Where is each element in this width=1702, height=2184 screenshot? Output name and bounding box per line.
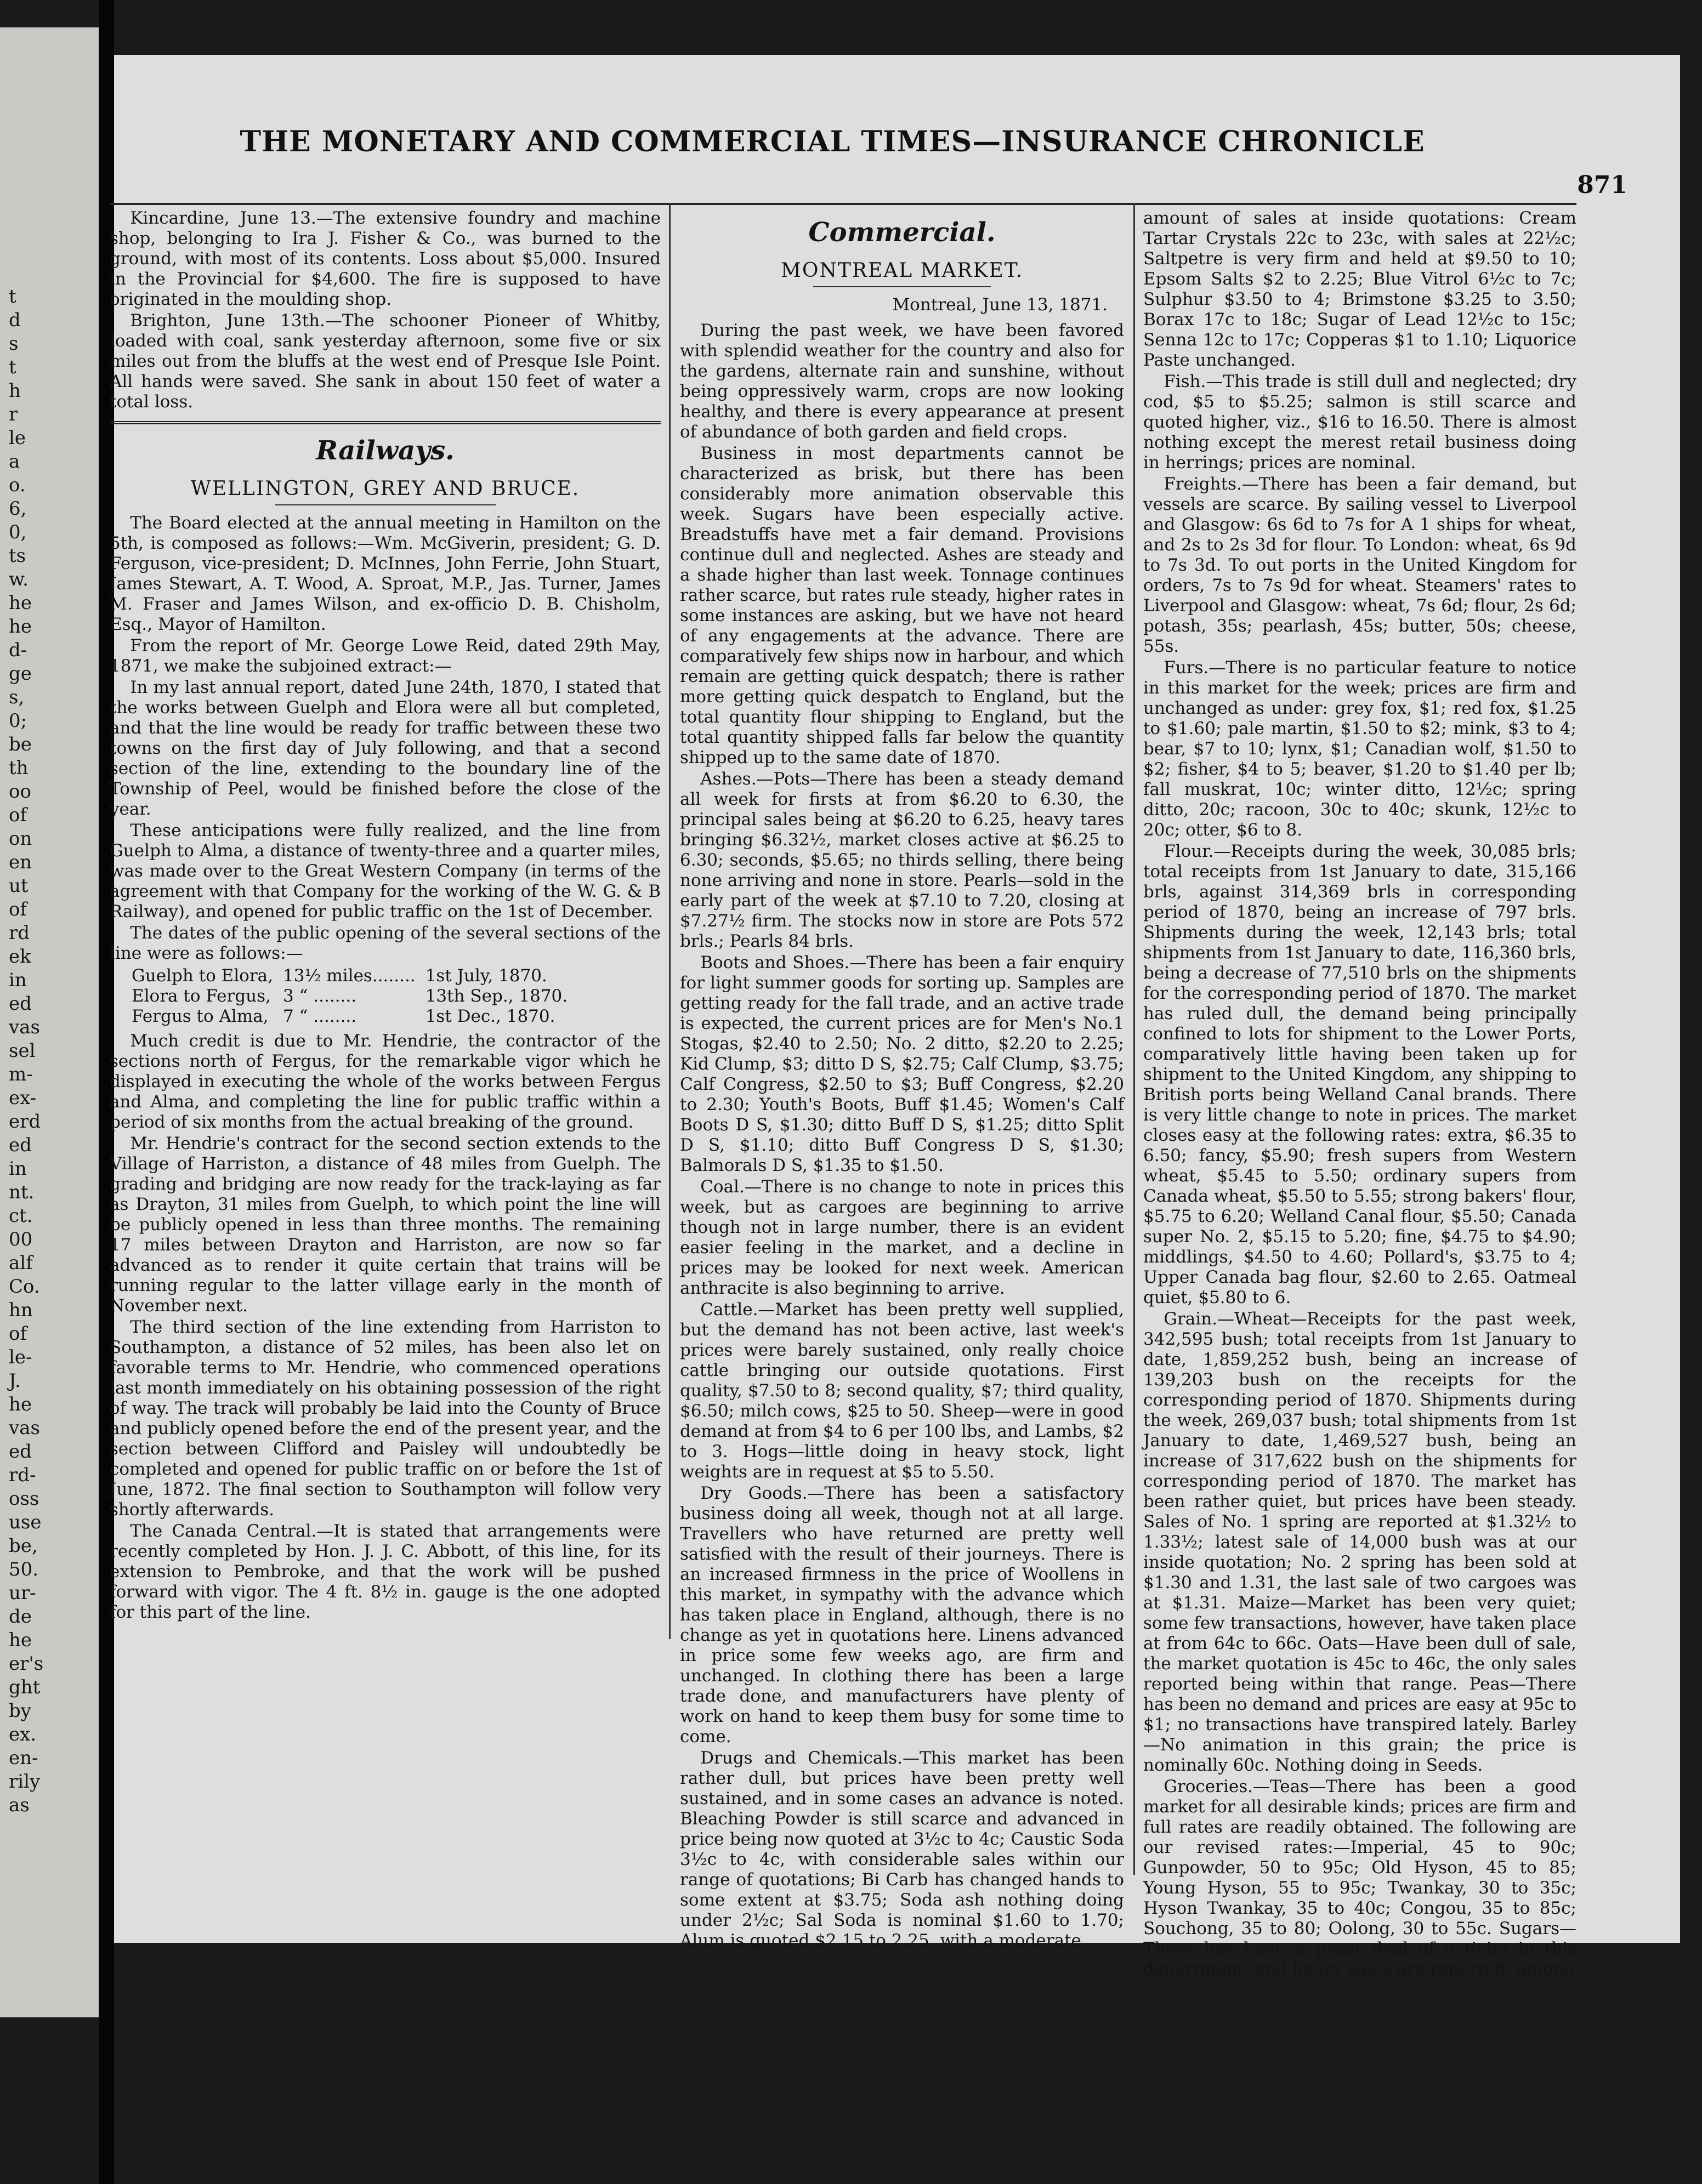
adjacent-page-fragment: 0; [9,710,27,732]
paragraph: The dates of the public opening of the several sections of the line were as follows:— [110,923,661,963]
adjacent-page-fragment: Co. [9,1276,40,1298]
article-title: WELLINGTON, GREY AND BRUCE. [190,477,580,500]
adjacent-page-fragment: s, [9,686,25,708]
middle-column [680,208,1124,1950]
adjacent-page-fragment: nt. [9,1181,35,1203]
section-title-railways: Railways. [316,435,455,466]
adjacent-page-fragment: 50. [9,1559,39,1580]
adjacent-page-fragment: ex- [9,1087,37,1109]
adjacent-page-fragment: he [9,1629,32,1651]
running-title: THE MONETARY AND COMMERCIAL TIMES—INSURANCE CHRONICLE [240,125,1425,158]
adjacent-page-fragment: on [9,828,32,850]
paragraph: Coal.—There is no change to note in prices this week, but as cargoes are beginning to arrive though not in large number, there is an evident easier feeling in the market, and a decline in prices may be looked for next week. American anthracite is also beginning to arrive. [680,1177,1124,1298]
adjacent-page-fragment: ex. [9,1724,37,1745]
adjacent-page-fragment: ct. [9,1205,33,1227]
left-column [110,208,661,1847]
adjacent-page-fragment: ts [9,545,26,567]
schedule-cell: Guelph to Elora, [132,966,273,986]
adjacent-page-fragment: rily [9,1771,41,1793]
adjacent-page-fragment: be, [9,1535,38,1557]
paragraph: Cattle.—Market has been pretty well supplied, but the demand has not been active, last week's prices were barely sustained, only really choice cattle bringing our outside quotations. First quality, $7.50 to 8; second quality, $7; third quality, $6.50; milch cows, $25 to 50. Sheep—were in good demand at from $4 to 6 per 100 lbs, and Lambs, $2 to 3. Hogs—little doing in heavy stock, light weights are in request at $5 to 5.50. [680,1300,1124,1482]
paragraph: Freights.—There has been a fair demand, but vessels are scarce. By sailing vessel to Liverpool and Glasgow: 6s 6d to 7s for A 1 ships for wheat, and 2s to 2s 3d for flour. To London: wheat, 6s 9d to 7s 3d. To out ports in the United Kingdom for orders, 7s to 7s 9d for wheat. Steamers' rates to Liverpool and Glasgow: wheat, 7s 6d; flour, 2s 6d; potash, 35s; pearlash, 45s; butter, 50s; cheese, 55s. [1143,474,1576,656]
section-rule [110,421,661,424]
adjacent-page-fragment: ut [9,875,29,897]
adjacent-page-fragment: m- [9,1063,33,1085]
paragraph: Dry Goods.—There has been a satisfactory business doing all week, though not at all large. Travellers who have returned are pretty well satisfied with the result of their journeys. There is an increased firmness in the price of Woollens in this market, in sympathy with the advance which has taken place in England, although, there is no change as yet in quotations here. Linens advanced in price some few weeks ago, are firm and unchanged. In clothing there has been a large trade done, and manufacturers have plenty of work on hand to keep them busy for some time to come. [680,1483,1124,1747]
paragraph: During the past week, we have been favored with splendid weather for the country and also for the gardens, alternate rain and sunshine, without being oppressively warm, crops are now looking healthy, and there is every appearance at present of abundance of both garden and field crops. [680,321,1124,442]
table-row [132,986,577,1006]
adjacent-page-fragment: er's [9,1653,44,1675]
paragraph: Much credit is due to Mr. Hendrie, the contractor of the sections north of Fergus, for the remarkable vigor which he displayed in executing the whole of the works between Fergus and Alma, and completing the line for public traffic within a period of six months from the actual breaking of the ground. [110,1031,661,1132]
adjacent-page-fragment: d [9,309,21,331]
article-title: MONTREAL MARKET. [781,259,1023,282]
adjacent-page-fragment: ur- [9,1582,36,1604]
adjacent-page-fragment: ght [9,1676,41,1698]
adjacent-page-fragment: de [9,1606,32,1628]
paragraph: Mr. Hendrie's contract for the second section extends to the Village of Harriston, a distance of 48 miles from Guelph. The grading and bridging are now ready for the track-laying as far as Drayton, 31 miles from Guelph, to which point the line will be publicly opened in less than three months. The remaining 17 miles between Drayton and Harriston, are now so far advanced as to render it quite certain that trains will be running regular to the latter village early in the month of November next. [110,1134,661,1316]
adjacent-page-fragment: use [9,1511,42,1533]
adjacent-page-fragment: oss [9,1488,39,1510]
adjacent-page-fragment: in [9,1158,27,1180]
paragraph: Fish.—This trade is still dull and neglected; dry cod, $5 to $5.25; salmon is still scarce and quoted higher, viz., $16 to 16.50. There is almost nothing except the merest retail business doing in herrings; prices are nominal. [1143,372,1576,473]
paragraph: The Board elected at the annual meeting in Hamilton on the 5th, is composed as follows:—Wm. McGiverin, president; G. D. Ferguson, vice-president; D. McInnes, John Ferrie, John Stuart, James Stewart, A. T. Wood, A. Sproat, M.P., Jas. Turner, James M. Fraser and James Wilson, and ex-officio D. B. Chisholm, Esq., Mayor of Hamilton. [110,513,661,634]
adjacent-page-fragment: th [9,757,29,779]
adjacent-page-fragment: vas [9,1417,40,1439]
adjacent-page-fragment: he [9,592,32,614]
adjacent-page-fragment: he [9,616,32,638]
adjacent-page-fragment: rd [9,922,30,944]
adjacent-page-fragment: d- [9,639,27,661]
adjacent-page-fragment: ed [9,1441,32,1463]
adjacent-page-fragment: rd- [9,1464,36,1486]
paragraph: Grain.—Wheat—Receipts for the past week, 342,595 bush; total receipts from 1st January to date, 1,859,252 bush, being an increase of 139,203 bush on the receipts for the corresponding period of 1870. Shipments during the week, 269,037 bush; total shipments from 1st January to date, 1,469,527 bush, being an increase of 317,622 bush on the shipments for corresponding period of 1870. The market has been rather quiet, but prices have been steady. Sales of No. 1 spring are reported at $1.32½ to 1.33½; latest sale of 14,000 bush was at our inside quotation; No. 2 spring has been sold at $1.30 and 1.31, the last sale of two cargoes was at $1.31. Maize—Market has been very quiet; some few transactions, however, have taken place at from 64c to 66c. Oats—Have been dull of sale, the market quotation is 45c to 46c, the only sales reported being within that range. Peas—There has been no demand and prices are easy at 95c to $1; no transactions have transpired lately. Barley—No animation in this grain; the price is nominally 60c. Nothing doing in Seeds. [1143,1309,1576,1775]
adjacent-page-edge [0,27,99,2017]
column-divider [1133,203,1135,1875]
adjacent-page-fragment: by [9,1700,31,1722]
schedule-cell: 13½ miles........ [283,966,416,986]
paragraph: Business in most departments cannot be characterized as brisk, but there has been considerably more animation observable this week. Sugars have been especially active. Breadstuffs have met a fair demand. Provisions continue dull and neglected. Ashes are steady and a shade higher than last week. Tonnage continues rather scarce, but rates rule steady, higher rates in some instances are asking, but we have not heard of any engagements at the advance. There are comparatively few ships now in harbour, and which remain are getting quick despatch; there is rather more getting quick despatch to England, but the total quantity flour shipping to England, but the total quantity shipped falls far below the quantity shipped up to the same date of 1870. [680,443,1124,767]
schedule-cell: 3 “ ........ [283,986,357,1006]
section-title-commercial: Commercial. [808,217,996,248]
adjacent-page-fragment: as [9,1794,30,1816]
paragraph: Drugs and Chemicals.—This market has been rather dull, but prices have been pretty well sustained, and in some cases an advance is noted. Bleaching Powder is still scarce and advanced in price being now quoted at 3½c to 4c; Caustic Soda 3½c to 4c, with considerable sales within our range of quotations; Bi Carb has changed hands to some extent at $3.75; Soda ash nothing doing under 2½c; Sal Soda is nominal $1.60 to 1.70; Alum is quoted $2.15 to 2.25, with a moderate [680,1748,1124,1950]
adjacent-page-fragment: oo [9,781,31,803]
paragraph: Groceries.—Teas—There has been a good market for all desirable kinds; prices are firm and full rates are readily obtained. The following are our revised rates:—Imperial, 45 to 90c; Gunpowder, 50 to 95c; Old Hyson, 45 to 85; Young Hyson, 55 to 95c; Twankay, 30 to 35c; Hyson Twankay, 35 to 40c; Congou, 35 to 85c; Souchong, 35 to 80; Oolong, 30 to 55c. Sugars—There has been a great deal of activity in this department, and heavy sales are reported, among [1143,1777,1576,1979]
paragraph: The Canada Central.—It is stated that arrangements were recently completed by Hon. J. J. C. Abbott, of this line, for its extension to Pembroke, and that the work will be pushed forward with vigor. The 4 ft. 8½ in. gauge is the one adopted for this part of the line. [110,1521,661,1622]
adjacent-page-fragment: vas [9,1016,40,1038]
adjacent-page-fragment: ge [9,663,32,685]
adjacent-page-fragment: o. [9,474,26,496]
adjacent-page-fragment: a [9,451,20,473]
adjacent-page-fragment: of [9,1323,27,1345]
paragraph: In my last annual report, dated June 24th, 1870, I stated that the works between Guelph and Elora were all but completed, and that the line would be ready for traffic between these two towns on the first day of July following, and that a second section of the line, extending to the boundary line of the Township of Peel, would be finished before the close of the year. [110,678,661,819]
adjacent-page-fragment: t [9,286,16,308]
paragraph: Ashes.—Pots—There has been a steady demand all week for firsts at from $6.20 to 6.30, the principal sales being at $6.20 to 6.25, heavy tares bringing $6.32½, market closes active at $6.25 to 6.30; seconds, $5.65; no thirds selling, there being none arriving and none in store. Pearls—sold in the early part of the week at $7.10 to 7.20, closing at $7.27½ firm. The stocks now in store are Pots 572 brls.; Pearls 84 brls. [680,769,1124,951]
adjacent-page-fragment: le- [9,1346,32,1368]
adjacent-page-fragment: he [9,1394,32,1415]
paragraph: These anticipations were fully realized, and the line from Guelph to Alma, a distance of twenty-three and a quarter miles, was made over to the Great Western Company (in terms of the agreement with that Company for the working of the W. G. & B Railway), and opened for public traffic on the 1st of December. [110,821,661,922]
adjacent-page-fragment: sel [9,1040,36,1062]
schedule-cell: 1st July, 1870. [425,966,547,986]
dateline: Montreal, June 13, 1871. [892,295,1108,315]
schedule-cell: Elora to Fergus, [132,986,271,1006]
adjacent-page-fragment: hn [9,1299,33,1321]
right-column [1143,208,1576,1979]
paragraph: Boots and Shoes.—There has been a fair enquiry for light summer goods for sorting up. Samples are getting ready for the fall trade, and an active trade is expected, the current prices are for Men's No.1 Stogas, $2.40 to 2.50; No. 2 ditto, $2.20 to 2.25; Kid Clump, $3; ditto D S, $2.75; Calf Clump, $3.75; Calf Congress, $2.50 to $3; Buff Congress, $2.20 to 2.30; Youth's Boots, Buff $1.45; Women's Calf Boots D S, $1.30; ditto Buff D S, $1.25; ditto Split D S, $1.10; ditto Buff Congress D S, $1.30; Balmorals D S, $1.35 to $1.50. [680,953,1124,1175]
title-rule [275,504,496,505]
adjacent-page-fragment: le [9,427,26,449]
adjacent-page-fragment: J. [9,1370,21,1392]
adjacent-page-fragment: alf [9,1252,33,1274]
paragraph: From the report of Mr. George Lowe Reid, dated 29th May, 1871, we make the subjoined extract:— [110,636,661,676]
adjacent-page-fragment: s [9,333,19,355]
paragraph: Furs.—There is no particular feature to notice in this market for the week; prices are firm and unchanged as under: grey fox, $1; red fox, $1.25 to $1.60; pale martin, $1.50 to $2; mink, $3 to 4; bear, $7 to 10; lynx, $1; Canadian wolf, $1.50 to $2; fisher, $4 to 5; beaver, $1.20 to $1.40 per lb; fall muskrat, 10c; winter ditto, 12½c; spring ditto, 20c; racoon, 30c to 40c; skunk, 12½c to 20c; otter, $6 to 8. [1143,658,1576,840]
adjacent-page-fragment: en- [9,1747,38,1769]
adjacent-page-fragment: t [9,356,16,378]
adjacent-page-fragment: ek [9,946,31,968]
column-divider [669,203,671,1639]
schedule-cell: Fergus to Alma, [132,1006,269,1026]
adjacent-page-fragment: h [9,380,21,402]
adjacent-page-fragment: ed [9,1134,32,1156]
adjacent-page-fragment: 6, [9,498,27,520]
header-rule [110,203,1576,205]
adjacent-page-fragment: w. [9,568,29,590]
schedule-cell: 13th Sep., 1870. [425,986,568,1006]
paragraph: The third section of the line extending from Harriston to Southampton, a distance of 52 miles, has been also let on favorable terms to Mr. Hendrie, who commenced operations last month immediately on his obtaining possession of the right of way. The track will probably be laid into the County of Bruce and publicly opened before the end of the present year, and the section between Clifford and Paisley will undoubtedly be completed and opened for public traffic on or before the 1st of June, 1872. The final section to Southampton will follow very shortly afterwards. [110,1317,661,1520]
adjacent-page-fragment: be [9,733,32,755]
adjacent-page-fragment: erd [9,1111,41,1133]
table-row [132,1006,577,1027]
adjacent-page-fragment: in [9,969,27,991]
news-item: Brighton, June 13th.—The schooner Pioneer of Whitby, loaded with coal, sank yesterday afternoon, some five or six miles out from the bluffs at the west end of Presque Isle Point. All hands were saved. She sank in about 150 feet of water a total loss. [110,311,661,412]
adjacent-page-fragment: of [9,898,27,920]
news-item: Kincardine, June 13.—The extensive foundry and machine shop, belonging to Ira J. Fisher & Co., was burned to the ground, with most of its contents. Loss about $5,000. Insured in the Provincial for $4,600. The fire is supposed to have originated in the moulding shop. [110,208,661,309]
page-number: 871 [1577,171,1627,199]
adjacent-page-fragment: en [9,851,32,873]
page-header [114,110,1680,199]
paragraph: Flour.—Receipts during the week, 30,085 brls; total receipts from 1st January to date, 315,166 brls, against 314,369 brls in corresponding period of 1870, being an increase of 797 brls. Shipments during the week, 12,143 brls; total shipments from 1st January to date, 116,360 brls, being a decrease of 77,510 brls on the shipments for the corresponding period of 1870. The market has ruled dull, the demand being principally confined to lots for shipment to the Lower Ports, comparatively little having been taken up for shipment to the United Kingdom, any shipping to British ports being Welland Canal brands. There is very little change to note in prices. The market closes easy at the following rates: extra, $6.35 to 6.50; fancy, $5.90; fresh supers from Western wheat, $5.45 to 5.50; ordinary supers from Canada wheat, $5.50 to 5.55; strong bakers' flour, $5.75 to 6.20; Welland Canal flour, $5.50; Canada super No. 2, $5.15 to 5.20; fine, $4.75 to $4.90; middlings, $4.50 to 4.60; Pollard's, $3.75 to 4; Upper Canada bag flour, $2.60 to 2.65. Oatmeal quiet, $5.80 to 6. [1143,841,1576,1307]
title-rule [813,286,991,287]
adjacent-page-fragment: 00 [9,1228,33,1250]
paragraph: amount of sales at inside quotations: Cream Tartar Crystals 22c to 23c, with sales at 22½c; Saltpetre is very firm and held at $9.50 to 10; Epsom Salts $2 to 2.25; Blue Vitrol 6½c to 7c; Sulphur $3.50 to 4; Brimstone $3.25 to 3.50; Borax 17c to 18c; Sugar of Lead 12½c to 15c; Senna 12c to 17c; Copperas $1 to 1.10; Liquorice Paste unchanged. [1143,208,1576,370]
table-row [132,966,577,986]
adjacent-page-fragment: 0, [9,521,27,543]
adjacent-page-fragment: ed [9,993,32,1015]
adjacent-page-fragment: r [9,403,18,425]
schedule-cell: 7 “ ........ [283,1006,357,1026]
schedule-cell: 1st Dec., 1870. [425,1006,555,1026]
opening-schedule [132,966,577,1027]
adjacent-page-fragment: of [9,804,27,826]
